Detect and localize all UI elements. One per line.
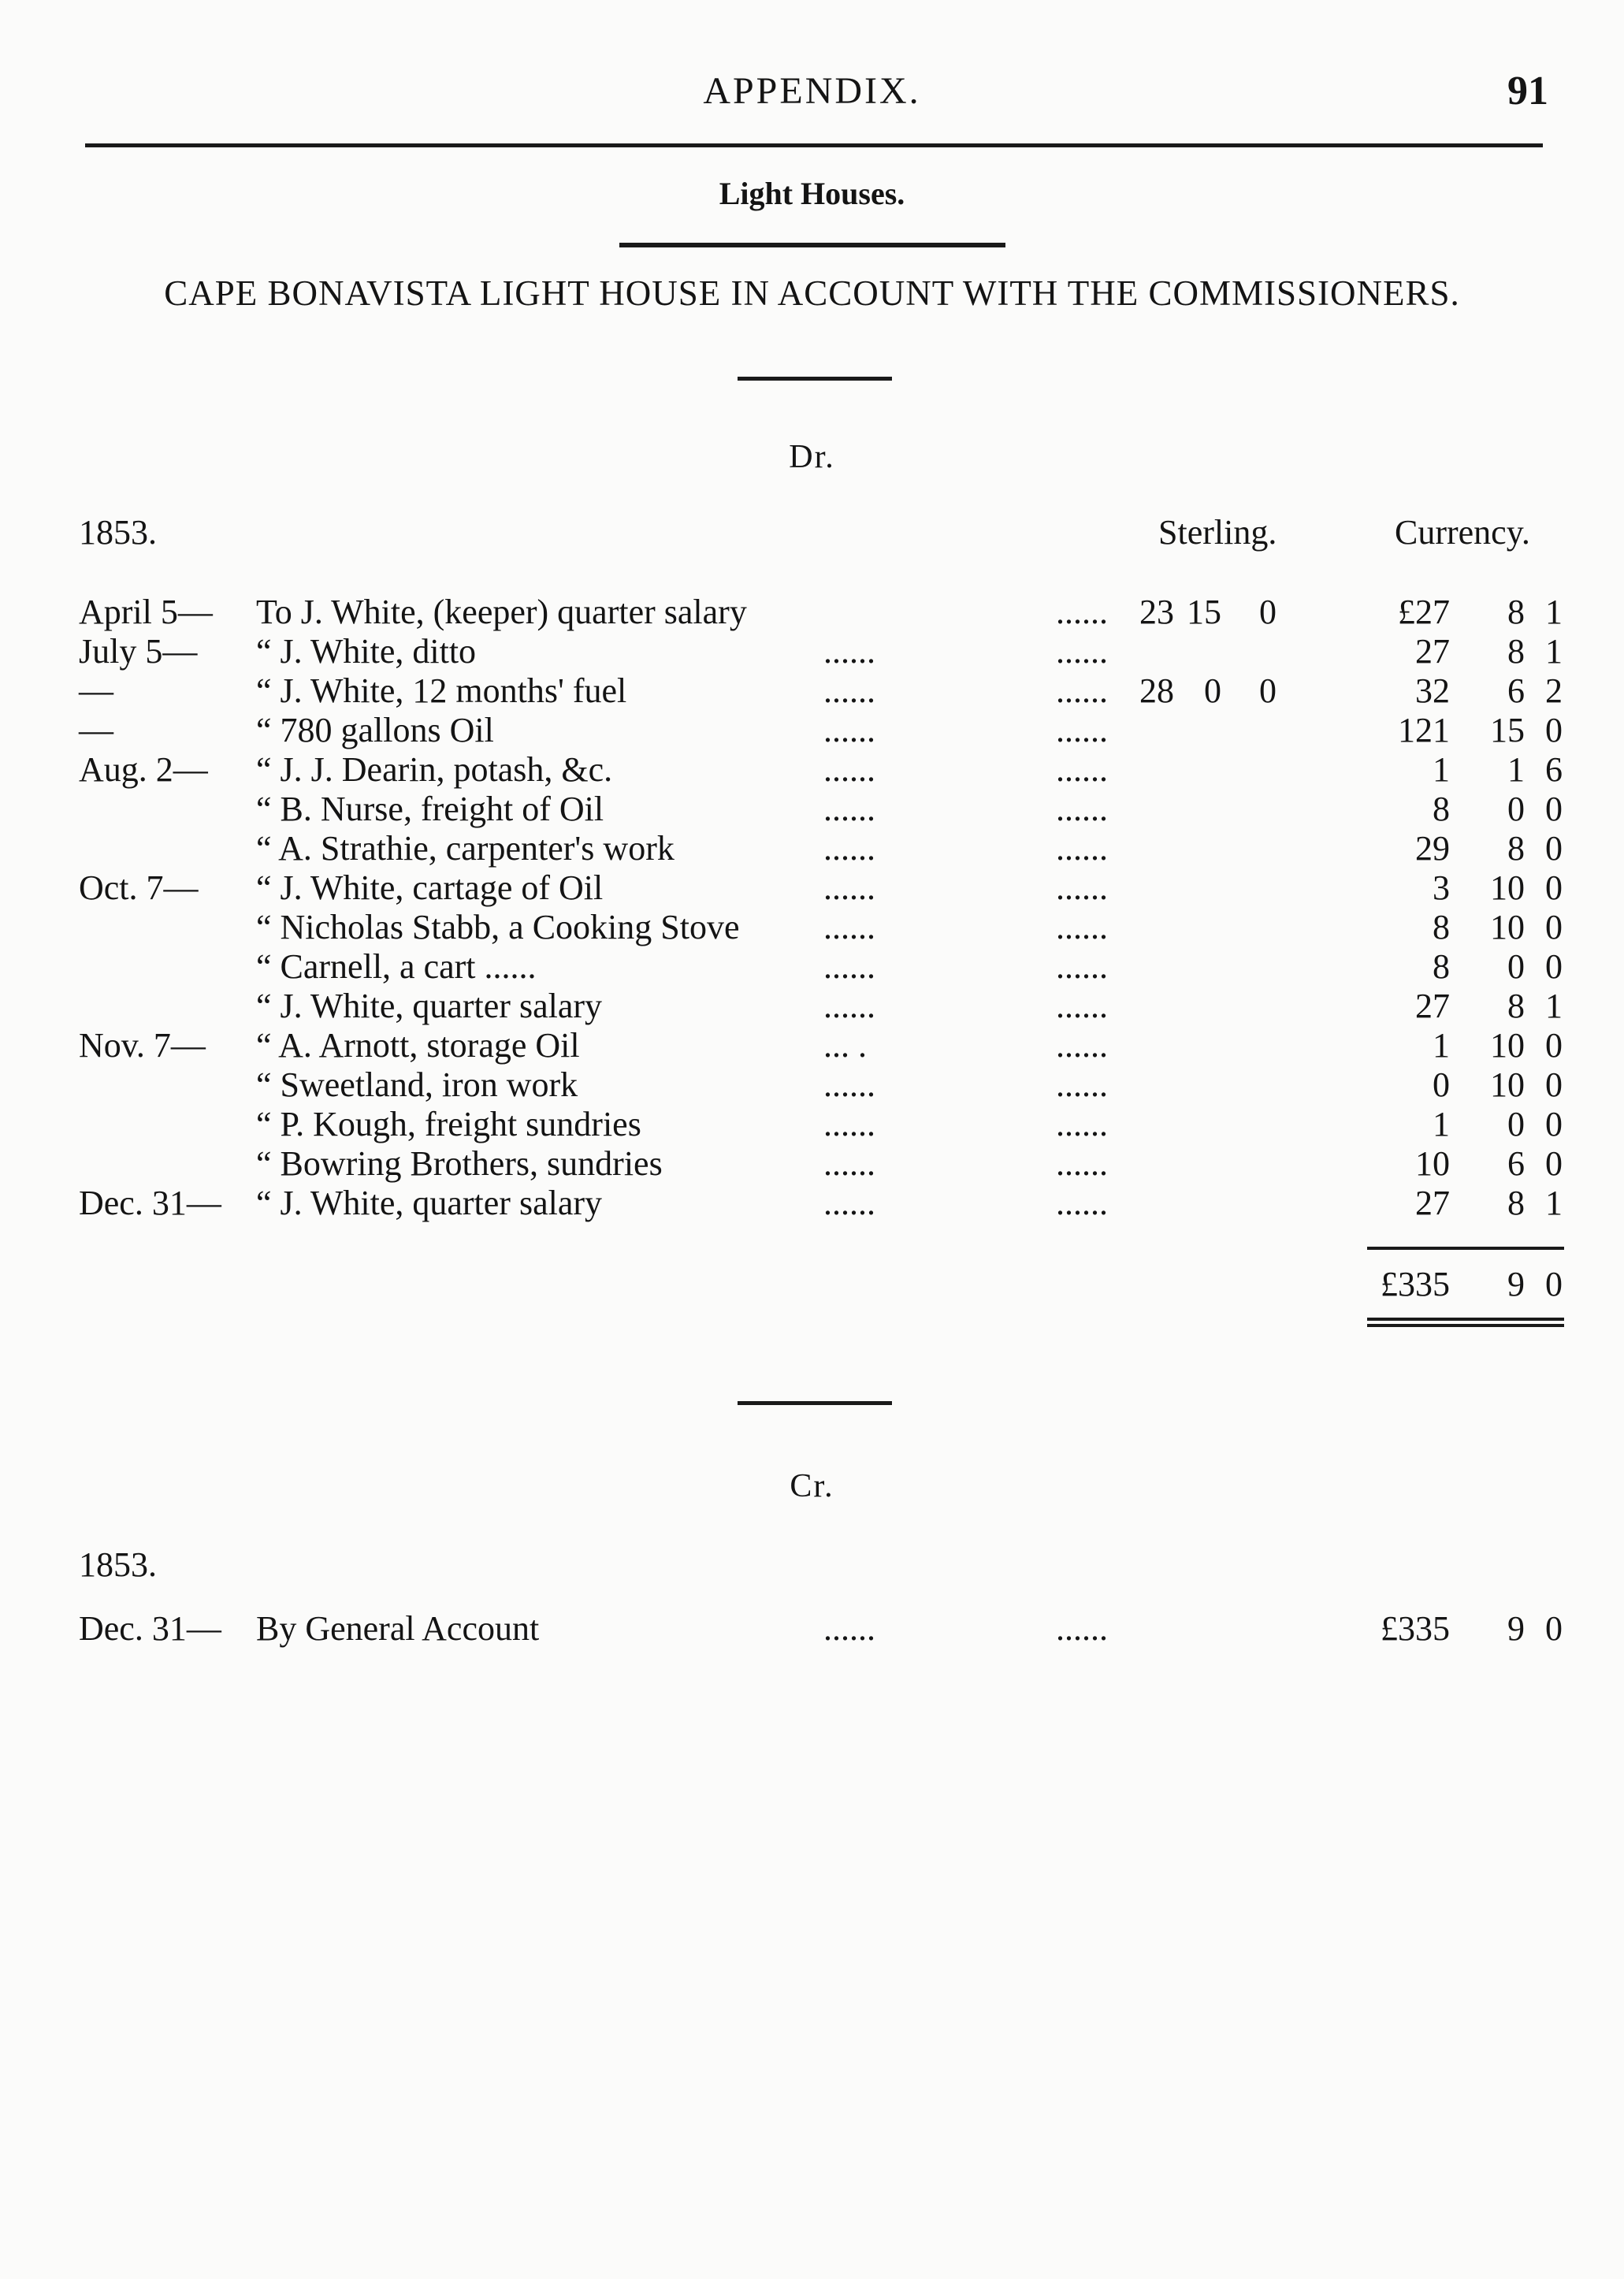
currency-pence: 2: [1545, 671, 1563, 710]
ledger-row: [0, 671, 1624, 711]
leader-dots: ......: [1056, 632, 1108, 671]
divider-rule: [738, 377, 892, 381]
entry-date: Aug. 2—: [79, 750, 208, 789]
leader-dots: ......: [823, 1065, 875, 1104]
currency-pence: 6: [1545, 750, 1563, 789]
leader-dots: ......: [1056, 868, 1108, 907]
entry-description: “ J. J. Dearin, potash, &c.: [256, 750, 613, 789]
sterling-shillings: 0: [1204, 671, 1221, 710]
leader-dots: ......: [823, 790, 875, 828]
currency-pence: 0: [1545, 1609, 1563, 1648]
leader-dots: ......: [1056, 1105, 1108, 1143]
entry-date: —: [79, 671, 113, 710]
currency-column-header: Currency.: [1395, 513, 1530, 552]
currency-pence: 1: [1545, 593, 1563, 631]
page-number: 91: [1507, 69, 1548, 113]
leader-dots: ......: [823, 750, 875, 789]
currency-pounds: 1: [1433, 1105, 1450, 1143]
leader-dots: ... .: [823, 1026, 867, 1065]
total-rule-bottom-double: [1367, 1324, 1564, 1327]
leader-dots: ......: [823, 1609, 875, 1648]
currency-shillings: 0: [1507, 790, 1525, 828]
entry-description: By General Account: [256, 1609, 540, 1648]
currency-pounds: 0: [1433, 1065, 1450, 1104]
ledger-row: [0, 1184, 1624, 1223]
header-rule: [85, 143, 1543, 147]
currency-pence: 0: [1545, 790, 1563, 828]
ledger-row: [0, 1144, 1624, 1184]
ledger-row: [0, 1065, 1624, 1105]
currency-pounds: 27: [1415, 987, 1450, 1025]
leader-dots: ......: [1056, 750, 1108, 789]
ledger-row: [0, 868, 1624, 908]
sterling-pence: 0: [1259, 593, 1277, 631]
currency-shillings: 9: [1507, 1609, 1525, 1648]
leader-dots: ......: [1056, 593, 1108, 631]
currency-shillings: 8: [1507, 1184, 1525, 1222]
currency-pounds: 121: [1398, 711, 1450, 749]
total-rule-bottom: [1367, 1318, 1564, 1321]
entry-description: “ Sweetland, iron work: [256, 1065, 578, 1104]
currency-pounds: 8: [1433, 908, 1450, 946]
leader-dots: ......: [1056, 671, 1108, 710]
currency-pence: 1: [1545, 1184, 1563, 1222]
ledger-row: [0, 1026, 1624, 1065]
entry-description: To J. White, (keeper) quarter salary: [256, 593, 747, 631]
leader-dots: ......: [1056, 947, 1108, 986]
leader-dots: ......: [823, 671, 875, 710]
leader-dots: ......: [1056, 790, 1108, 828]
leader-dots: ......: [823, 1105, 875, 1143]
leader-dots: ......: [1056, 908, 1108, 946]
ledger-row: [0, 711, 1624, 750]
debit-total-row: [0, 1265, 1624, 1304]
sterling-column-header: Sterling.: [1158, 513, 1277, 552]
currency-pence: 0: [1545, 1026, 1563, 1065]
currency-pence: 0: [1545, 1105, 1563, 1143]
total-shillings: 9: [1507, 1265, 1525, 1303]
total-pounds: £335: [1381, 1265, 1450, 1303]
currency-pounds: 1: [1433, 750, 1450, 789]
currency-shillings: 8: [1507, 829, 1525, 868]
entry-description: “ A. Arnott, storage Oil: [256, 1026, 580, 1065]
currency-pounds: £27: [1398, 593, 1450, 631]
leader-dots: ......: [823, 632, 875, 671]
entry-description: “ Nicholas Stabb, a Cooking Stove: [256, 908, 740, 946]
leader-dots: ......: [823, 908, 875, 946]
currency-shillings: 6: [1507, 671, 1525, 710]
ledger-row: [0, 947, 1624, 987]
currency-pence: 0: [1545, 1065, 1563, 1104]
debit-year: 1853.: [79, 513, 157, 552]
leader-dots: ......: [1056, 829, 1108, 868]
ledger-row: [0, 750, 1624, 790]
leader-dots: ......: [1056, 987, 1108, 1025]
currency-shillings: 8: [1507, 593, 1525, 631]
entry-date: Dec. 31—: [79, 1609, 221, 1648]
ledger-row: [0, 632, 1624, 671]
running-title: APPENDIX.: [703, 70, 921, 112]
leader-dots: ......: [823, 1144, 875, 1183]
ledger-row: [0, 987, 1624, 1026]
ledger-row: [0, 1609, 1624, 1649]
leader-dots: ......: [1056, 1026, 1108, 1065]
currency-pence: 1: [1545, 632, 1563, 671]
ledger-row: [0, 829, 1624, 868]
leader-dots: ......: [823, 947, 875, 986]
currency-shillings: 10: [1490, 1026, 1525, 1065]
entry-date: July 5—: [79, 632, 198, 671]
entry-description: “ A. Strathie, carpenter's work: [256, 829, 674, 868]
entry-date: Oct. 7—: [79, 868, 199, 907]
currency-pence: 0: [1545, 711, 1563, 749]
entry-description: “ 780 gallons Oil: [256, 711, 494, 749]
section-title: Light Houses.: [719, 176, 905, 211]
debit-heading: Dr.: [789, 439, 835, 475]
entry-description: “ J. White, 12 months' fuel: [256, 671, 627, 710]
entry-description: “ J. White, quarter salary: [256, 1184, 603, 1222]
currency-shillings: 8: [1507, 632, 1525, 671]
sterling-pence: 0: [1259, 671, 1277, 710]
currency-shillings: 10: [1490, 1065, 1525, 1104]
sterling-pounds: 23: [1139, 593, 1174, 631]
entry-description: “ J. White, ditto: [256, 632, 477, 671]
currency-shillings: 6: [1507, 1144, 1525, 1183]
ledger-row: [0, 1105, 1624, 1144]
leader-dots: ......: [1056, 711, 1108, 749]
currency-shillings: 10: [1490, 908, 1525, 946]
entry-description: “ J. White, quarter salary: [256, 987, 603, 1025]
entry-description: “ Bowring Brothers, sundries: [256, 1144, 663, 1183]
entry-date: Dec. 31—: [79, 1184, 221, 1222]
leader-dots: ......: [1056, 1065, 1108, 1104]
credit-heading: Cr.: [790, 1468, 834, 1504]
ledger-row: [0, 790, 1624, 829]
currency-shillings: 8: [1507, 987, 1525, 1025]
sterling-shillings: 15: [1187, 593, 1221, 631]
currency-shillings: 15: [1490, 711, 1525, 749]
entry-date: Nov. 7—: [79, 1026, 206, 1065]
entry-description: “ J. White, cartage of Oil: [256, 868, 604, 907]
ledger-row: [0, 908, 1624, 947]
leader-dots: ......: [823, 1184, 875, 1222]
currency-pounds: 8: [1433, 790, 1450, 828]
currency-pence: 0: [1545, 1144, 1563, 1183]
leader-dots: ......: [823, 829, 875, 868]
currency-pence: 1: [1545, 987, 1563, 1025]
currency-pounds: £335: [1381, 1609, 1450, 1648]
entry-description: “ Carnell, a cart ......: [256, 947, 537, 986]
title-rule: [619, 243, 1005, 247]
currency-shillings: 10: [1490, 868, 1525, 907]
account-heading: CAPE BONAVISTA LIGHT HOUSE IN ACCOUNT WITH THE COMMISSIONERS.: [164, 273, 1460, 313]
total-pence: 0: [1545, 1265, 1563, 1303]
leader-dots: ......: [1056, 1144, 1108, 1183]
currency-pounds: 10: [1415, 1144, 1450, 1183]
ledger-row: [0, 593, 1624, 632]
currency-pence: 0: [1545, 829, 1563, 868]
currency-pounds: 1: [1433, 1026, 1450, 1065]
currency-shillings: 0: [1507, 1105, 1525, 1143]
entry-date: —: [79, 711, 113, 749]
sterling-pounds: 28: [1139, 671, 1174, 710]
currency-shillings: 0: [1507, 947, 1525, 986]
currency-pounds: 27: [1415, 1184, 1450, 1222]
credit-year: 1853.: [79, 1545, 157, 1584]
currency-pence: 0: [1545, 947, 1563, 986]
leader-dots: ......: [1056, 1184, 1108, 1222]
divider-rule: [738, 1401, 892, 1405]
leader-dots: ......: [823, 868, 875, 907]
currency-pounds: 8: [1433, 947, 1450, 986]
entry-description: “ B. Nurse, freight of Oil: [256, 790, 604, 828]
currency-pence: 0: [1545, 868, 1563, 907]
entry-date: April 5—: [79, 593, 213, 631]
entry-description: “ P. Kough, freight sundries: [256, 1105, 641, 1143]
currency-pounds: 3: [1433, 868, 1450, 907]
leader-dots: ......: [1056, 1609, 1108, 1648]
leader-dots: ......: [823, 711, 875, 749]
leader-dots: ......: [823, 987, 875, 1025]
currency-pounds: 32: [1415, 671, 1450, 710]
total-rule-top: [1367, 1247, 1564, 1250]
currency-pounds: 29: [1415, 829, 1450, 868]
currency-shillings: 1: [1507, 750, 1525, 789]
currency-pence: 0: [1545, 908, 1563, 946]
currency-pounds: 27: [1415, 632, 1450, 671]
